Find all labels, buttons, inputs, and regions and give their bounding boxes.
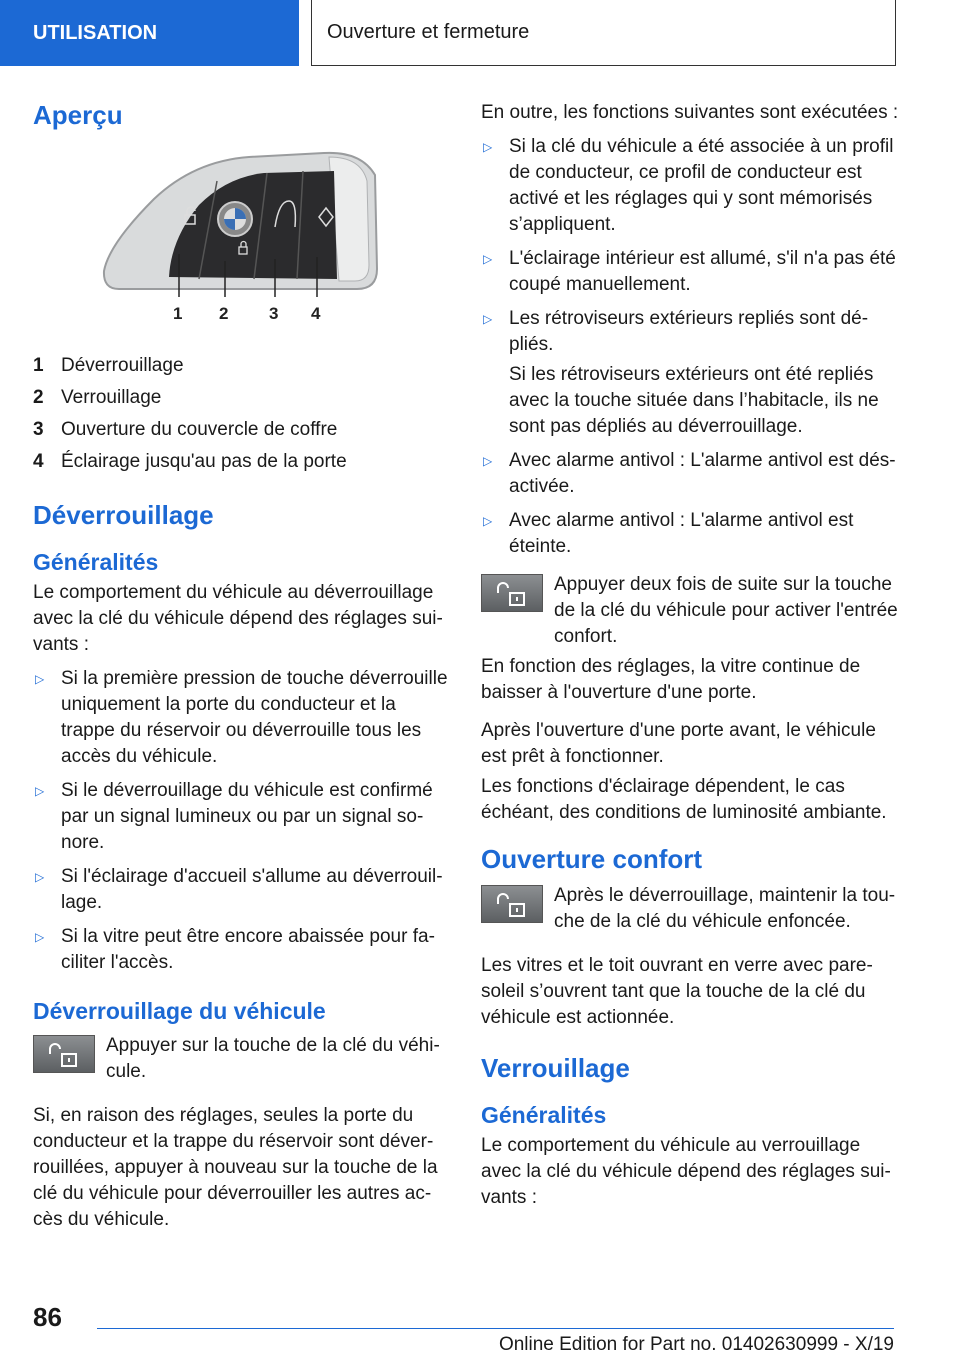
functions-bullet-list-cont (481, 448, 901, 560)
legend-number: 4 (33, 451, 44, 472)
legend-item (33, 382, 451, 414)
right-column (481, 100, 901, 1211)
unlock-button-icon (481, 885, 543, 923)
overview-heading: Aperçu (33, 100, 123, 130)
vehicle-unlock-heading: Déverrouillage du véhicule (33, 998, 326, 1024)
list-item: ▷ Les rétroviseurs extérieurs repliés sont dépliés. (483, 308, 869, 355)
legend-label: Éclairage jusqu'au pas de la porte (61, 451, 347, 472)
triangle-right-icon: ▷ (483, 454, 493, 468)
window-para: En fonction des réglages, la vitre continue de baisser à l'ouverture d'une porte. (481, 656, 861, 703)
comfort-opening-text: Après le déverrouillage, maintenir la touche de la clé du véhicule enfoncée. (554, 885, 896, 932)
comfort-opening-instruction (481, 883, 901, 935)
comfort-entry-instruction (481, 572, 901, 650)
general-heading: Généralités (33, 549, 159, 575)
legend-item (33, 446, 451, 478)
ready-para: Après l'ouverture d'une porte avant, le véhicule est prêt à fonctionner. (481, 720, 876, 767)
triangle-right-icon: ▷ (35, 784, 45, 798)
left-column (33, 100, 451, 1233)
lighting-para: Les fonctions d'éclairage dépendent, le cas échéant, des conditions de luminosité ambiante. (481, 776, 887, 823)
list-item: ▷ L'éclairage intérieur est allumé, s'il n'a pas été coupé manuellement. (483, 248, 896, 295)
unlock-button-icon (481, 574, 543, 612)
triangle-right-icon: ▷ (483, 252, 493, 266)
legend-label: Déverrouillage (61, 355, 184, 376)
callout-3: 3 (269, 304, 279, 323)
list-item: ▷ Avec alarme antivol : L'alarme antivol est désactivée. (483, 450, 896, 497)
triangle-right-icon: ▷ (483, 140, 493, 154)
section-tab: UTILISATION (0, 0, 299, 66)
unlock-instruction (33, 1033, 451, 1085)
page-header (0, 0, 960, 66)
unlock-button-icon (33, 1035, 95, 1073)
triangle-right-icon: ▷ (35, 672, 45, 686)
legend-number: 1 (33, 355, 44, 376)
callout-4: 4 (311, 304, 321, 323)
footer-edition: Online Edition for Part no. 01402630999 - X/19 (498, 1334, 894, 1355)
locking-heading: Verrouillage (481, 1053, 630, 1083)
triangle-right-icon: ▷ (483, 312, 493, 326)
comfort-opening-heading: Ouverture confort (481, 844, 703, 874)
car-key-figure (99, 149, 451, 334)
chapter-title: Ouverture et fermeture (311, 0, 896, 66)
triangle-right-icon: ▷ (35, 930, 45, 944)
figure-legend (33, 350, 451, 478)
list-item: ▷ Si la première pression de touche déverrouille uniquement la porte du conducteur et la trappe du réservoir ou déverrouille tous les accès du véhicule. (35, 668, 448, 767)
general-bullet-list (33, 666, 451, 976)
functions-bullet-list (481, 134, 901, 358)
list-item: ▷ Si l'éclairage d'accueil s'allume au déverrouillage. (35, 866, 443, 913)
legend-number: 3 (33, 419, 44, 440)
unlocking-heading: Déverrouillage (33, 500, 214, 530)
footer-rule (97, 1328, 894, 1329)
general-intro: Le comportement du véhicule au déverrouillage avec la clé du véhicule dépend des réglages suivants : (33, 582, 443, 655)
callout-2: 2 (219, 304, 229, 323)
legend-label: Verrouillage (61, 387, 162, 408)
locking-intro: Le comportement du véhicule au verrouillage avec la clé du véhicule dépend des réglages suivants : (481, 1135, 891, 1208)
triangle-right-icon: ▷ (35, 870, 45, 884)
legend-label: Ouverture du couvercle de coffre (61, 419, 338, 440)
list-item: ▷ Avec alarme antivol : L'alarme antivol est éteinte. (483, 510, 854, 557)
comfort-opening-para: Les vitres et le toit ouvrant en verre avec pare-soleil s’ouvrent tant que la touche de la clé du véhicule est actionnée. (481, 955, 873, 1028)
list-item: ▷ Si le déverrouillage du véhicule est confirmé par un signal lumineux ou par un signal sonore. (35, 780, 433, 853)
list-item: ▷ Si la clé du véhicule a été associée à un profil de conducteur, ce profil de conducteur est activé et les réglages qui y sont mémorisés s’appliquent. (483, 136, 894, 235)
legend-item (33, 414, 451, 446)
vehicle-unlock-para: Si, en raison des réglages, seules la porte du conducteur et la trappe du réservoir sont déverrouillées, appuyer à nouveau sur la touche de la clé du véhicule pour déverrouiller les autres accès du véhicule. (33, 1105, 438, 1230)
legend-number: 2 (33, 387, 44, 408)
triangle-right-icon: ▷ (483, 514, 493, 528)
unlock-instruction-text: Appuyer sur la touche de la clé du véhicule. (106, 1035, 440, 1082)
page-number: 86 (33, 1302, 62, 1332)
callout-1: 1 (173, 304, 183, 323)
functions-intro: En outre, les fonctions suivantes sont exécutées : (481, 102, 899, 123)
list-item: ▷ Si la vitre peut être encore abaissée pour faciliter l'accès. (35, 926, 435, 973)
locking-general-heading: Généralités (481, 1102, 607, 1128)
car-key-illustration (99, 149, 389, 329)
legend-item (33, 350, 451, 382)
mirror-note: Si les rétroviseurs extérieurs ont été repliés avec la touche située dans l’habitacle, ils ne sont pas dépliés au déverrouillage. (509, 364, 879, 437)
comfort-entry-text: Appuyer deux fois de suite sur la touche de la clé du véhicule pour activer l'entrée confort. (554, 574, 898, 647)
